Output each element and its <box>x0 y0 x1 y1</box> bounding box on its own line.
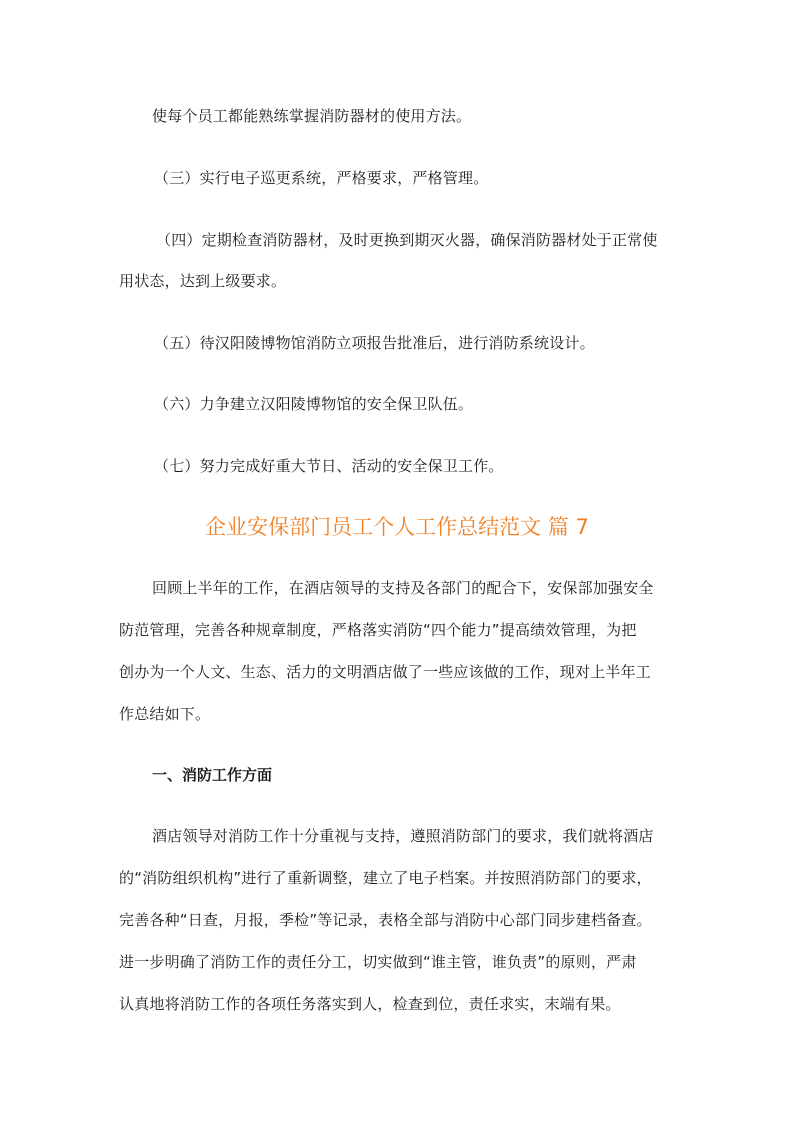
intro-line: 防范管理，完善各种规章制度，严格落实消防“四个能力”提高绩效管理，为把 <box>119 621 637 639</box>
body-line: 进一步明确了消防工作的责任分工，切实做到“谁主管，谁负责”的原则，严肃 <box>119 953 637 971</box>
body-line: 酒店领导对消防工作十分重视与支持，遵照消防部门的要求，我们就将酒店 <box>152 827 654 845</box>
text-line: 用状态，达到上级要求。 <box>119 272 287 290</box>
list-item-3: （三）实行电子巡更系统，严格要求，严格管理。 <box>154 169 489 187</box>
subsection-title: 一、消防工作方面 <box>152 766 273 784</box>
intro-line: 回顾上半年的工作，在酒店领导的支持及各部门的配合下，安保部加强安全 <box>152 579 654 597</box>
list-item-6: （六）力争建立汉阳陵博物馆的安全保卫队伍。 <box>154 395 474 413</box>
body-line: 的“消防组织机构”进行了重新调整，建立了电子档案。并按照消防部门的要求， <box>119 869 652 887</box>
list-item-4: （四）定期检查消防器材，及时更换到期灭火器，确保消防器材处于正常使 <box>156 231 658 249</box>
list-item-7: （七）努力完成好重大节日、活动的安全保卫工作。 <box>154 457 504 475</box>
intro-line: 作总结如下。 <box>119 705 211 723</box>
list-item-5: （五）待汉阳陵博物馆消防立项报告批准后，进行消防系统设计。 <box>154 334 595 352</box>
section-heading: 企业安保部门员工个人工作总结范文 篇 7 <box>205 515 589 539</box>
body-line: 认真地将消防工作的各项任务落实到人，检查到位，责任求实，末端有果。 <box>119 995 621 1013</box>
body-line: 完善各种“日查，月报，季检”等记录，表格全部与消防中心部门同步建档备查。 <box>119 911 652 929</box>
intro-line: 创办为一个人文、生态、活力的文明酒店做了一些应该做的工作，现对上半年工 <box>119 663 652 681</box>
text-line: 使每个员工都能熟练掌握消防器材的使用方法。 <box>152 107 472 125</box>
